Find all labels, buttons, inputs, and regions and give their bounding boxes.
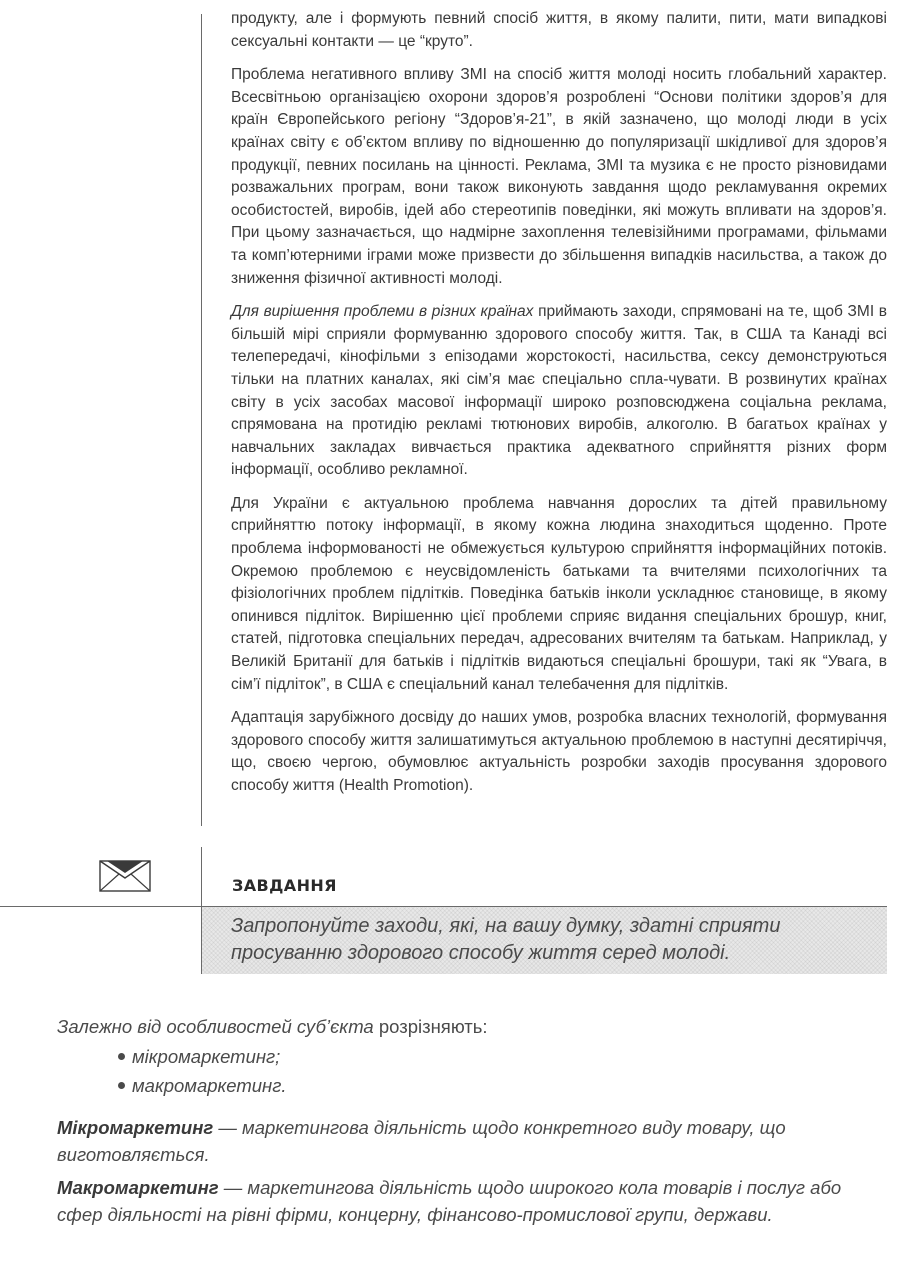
list-item-text: мікромаркетинг; (132, 1046, 281, 1067)
paragraph-2: Проблема негативного впливу ЗМІ на спосіб життя молоді носить глобальний характер. Всесвітньою організацією охорони здоров’я розроблені “Основи політики здоров’я для країн Європейського регіону “Здоров’я-21”, в якій зазначено, що молоді люди в усіх країнах світу є об’єктом впливу по відношенню до популяризації шкідливої для здоров’я продукції, певних посилань на цінності. Реклама, ЗМІ та музика є не просто різновидами розважальних програм, вони також виконують завдання щодо рекламування окремих особистостей, виробів, ідей або стереотипів поведінки, які можуть впливати на здоров’я. При цьому зазначається, що надмірне захоплення телевізійними програмами, фільмами та комп’ютерними іграми може призвести до збільшення випадків насильства, а також до зниження фізичної активності молоді. (231, 66, 887, 287)
list-item-text: макромаркетинг. (132, 1075, 287, 1096)
paragraph-3-rest: приймають заходи, спрямовані на те, щоб ЗМІ в більшій мірі сприяли формуванню здорового способу життя. Так, в США та Канаді всі телепередачі, кінофільми з епізодами жорстокості, насильства, сексу демонструються тільки на платних каналах, які сім’я має спеціально спла-чувати. В розвинутих країнах світу в усіх засобах масової інформації широко розповсюджена соціальна реклама, спрямована на протидію рекламі тютюнових виробів, алкоголю. В багатьох країнах у навчальних закладах вивчається практика адекватного сприйняття різних форм інформації, особливо рекламної. (231, 303, 887, 479)
intro-italic: Залежно від особливостей суб’єкта (57, 1016, 374, 1037)
definition-text: — маркетингова діяльність щодо широкого кола товарів і послуг або сфер діяльності на рівні фірми, концерну, фінансово-промислової групи, держави. (57, 1177, 842, 1225)
definition-term: Макромаркетинг (57, 1177, 219, 1198)
margin-rule (201, 14, 202, 826)
definition-macromarketing (57, 1174, 887, 1228)
bullet-icon (118, 1053, 125, 1060)
task-title: ЗАВДАННЯ (232, 876, 337, 895)
list-item (118, 1072, 287, 1099)
paragraph-5: Адаптація зарубіжного досвіду до наших умов, розробка власних технологій, формування здорового способу життя залишатимуться актуальною проблемою в наступні десятиріччя, що, своєю чергою, обумовлює актуальність розробки заходів просування здорового способу життя (Health Promotion). (231, 709, 887, 794)
classification-intro (57, 1013, 887, 1040)
task-text: Запропонуйте заходи, які, на вашу думку, здатні сприяти просуванню здорового способу життя серед молоді. (231, 915, 781, 964)
paragraph-1: продукту, але і формують певний спосіб життя, в якому палити, пити, мати випадкові сексуальні контакти — це “круто”. (231, 10, 887, 50)
paragraph-3-italic: Для вирішення проблеми в різних країнах (231, 303, 534, 321)
envelope-icon (99, 860, 151, 892)
bullet-icon (118, 1082, 125, 1089)
intro-rest: розрізняють: (373, 1016, 488, 1037)
definition-micromarketing (57, 1114, 887, 1168)
paragraph-3 (231, 301, 887, 482)
paragraph-4: Для України є актуальною проблема навчання дорослих та дітей правильному сприйняттю потоку інформації, в якому кожна людина знаходиться щоденно. Проте проблема інформованості не обмежується культурою сприйняття інформаційних потоків. Окремою проблемою є неусвідомленість батьками та вчителями психологічних та фізіологічних проблем підлітків. Поведінка батьків інколи ускладнює становище, в якому опинився підліток. Вирішенню цієї проблеми сприяє видання спеціальних брошур, книг, статей, підготовка спеціальних передач, адресованих вчителям та батькам. Наприклад, у Великій Британії для батьків і підлітків видаються спеціальні брошури, такі як “Увага, в сім’ї підліток”, в США є спеціальний канал телебачення для підлітків. (231, 494, 887, 693)
main-text-column (231, 8, 887, 809)
definition-term: Мікромаркетинг (57, 1117, 214, 1138)
definition-text: — маркетингова діяльність щодо конкретного виду товару, що виготовляється. (57, 1117, 786, 1165)
list-item (118, 1043, 280, 1070)
